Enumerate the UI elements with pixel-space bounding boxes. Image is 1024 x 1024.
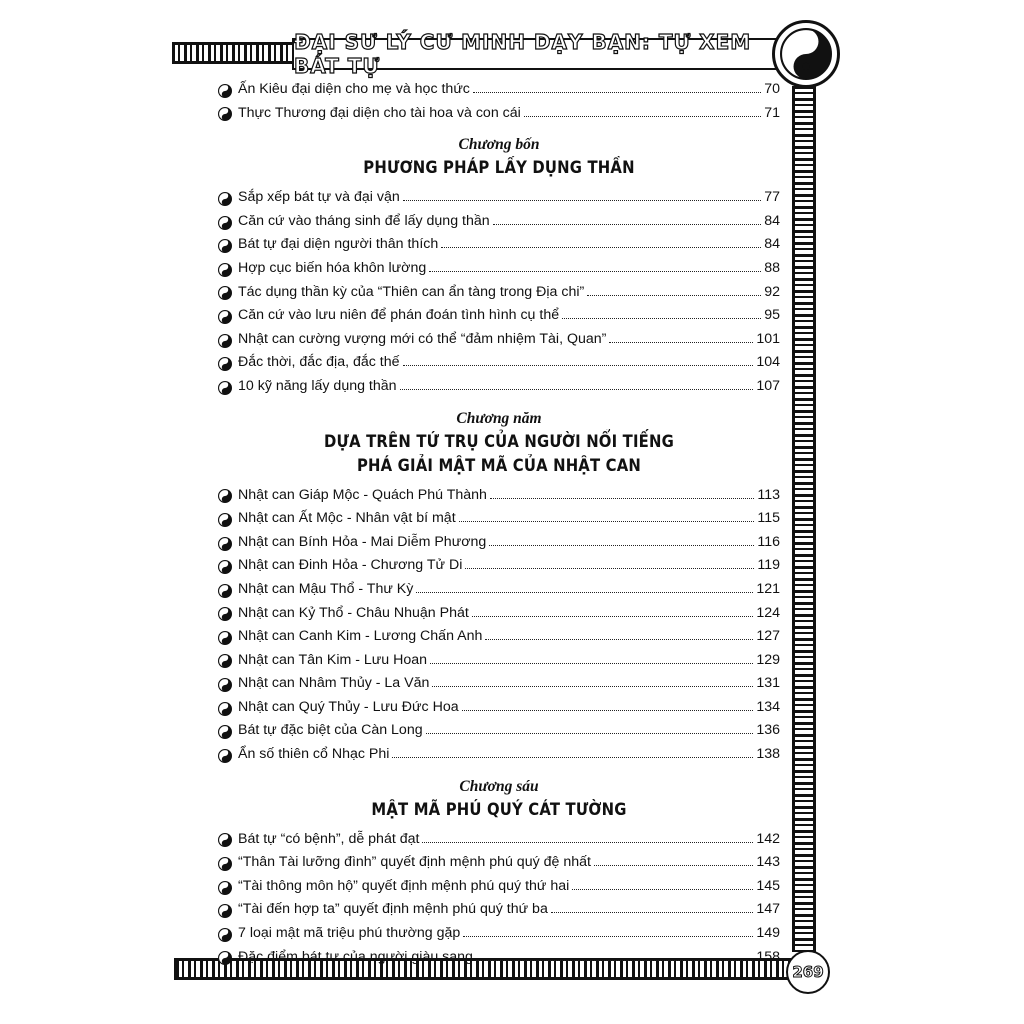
leader-dots	[416, 592, 753, 593]
toc-entry-page: 84	[764, 236, 780, 253]
toc-entry-page: 136	[756, 722, 780, 739]
toc-entry-title: Nhật can Đinh Hỏa - Chương Tử Di	[238, 557, 463, 574]
yin-yang-icon	[218, 653, 232, 667]
toc-entry	[218, 719, 780, 743]
toc-entry-page: 142	[756, 830, 780, 847]
toc-entry-page: 88	[764, 259, 780, 276]
toc-entry-page: 145	[756, 877, 780, 894]
leader-dots	[493, 224, 762, 225]
yin-yang-icon	[218, 380, 232, 394]
toc-entry-title: Ấn Kiêu đại diện cho mẹ và học thức	[238, 81, 470, 97]
leader-dots	[400, 389, 754, 390]
yin-yang-icon	[218, 83, 232, 97]
toc-entry-title: Nhật can Quý Thủy - Lưu Đức Hoa	[238, 698, 459, 715]
toc-entry-title: Ẩn số thiên cổ Nhạc Phi	[238, 746, 390, 763]
leader-dots	[429, 271, 761, 272]
leader-dots	[463, 936, 753, 937]
yin-yang-icon	[218, 333, 232, 347]
header-title: ĐẠI SƯ LÝ CƯ MINH DẠY BẠN: TỰ XEM BÁT TỰ	[294, 30, 752, 78]
leader-dots	[462, 710, 754, 711]
toc-entry-page: 116	[757, 533, 780, 550]
toc-entry-title: Căn cứ vào tháng sinh để lấy dụng thần	[238, 212, 490, 229]
toc-entry-title: Nhật can Bính Hỏa - Mai Diễm Phương	[238, 533, 487, 550]
toc-entry-title: Nhật can Tân Kim - Lưu Hoan	[238, 651, 428, 668]
yin-yang-icon	[218, 536, 232, 550]
toc-entry-page: 158	[756, 948, 780, 965]
yin-yang-icon	[218, 356, 232, 370]
toc-entry	[218, 78, 780, 102]
toc-entry-page: 121	[756, 580, 780, 597]
toc-entry-title: Bát tự “có bệnh”, dễ phát đạt	[238, 830, 420, 847]
leader-dots	[432, 686, 753, 687]
yin-yang-icon	[218, 880, 232, 894]
toc-entry-page: 119	[757, 557, 780, 574]
toc-entry-page: 84	[764, 212, 780, 229]
toc-entry	[218, 507, 780, 531]
leader-dots	[426, 733, 754, 734]
yin-yang-icon	[218, 262, 232, 276]
chapter-heading	[218, 408, 780, 484]
toc-entry-page: 143	[756, 854, 780, 871]
toc-entry	[218, 828, 780, 852]
leader-dots	[392, 757, 753, 758]
leader-dots	[572, 889, 753, 890]
chapter-heading	[218, 134, 780, 186]
toc-entry-title: Bát tự đại diện người thân thích	[238, 236, 439, 253]
toc-entry	[218, 625, 780, 649]
yin-yang-icon	[218, 488, 232, 502]
toc-entry	[218, 484, 780, 508]
toc-entry-title: “Tài thông môn hộ” quyết định mệnh phú quý thứ hai	[238, 877, 570, 894]
toc-entry-page: 149	[756, 925, 780, 942]
leader-dots	[490, 498, 754, 499]
toc-entry-title: Đặc điểm bát tự của người giàu sang	[238, 948, 473, 965]
toc-entry	[218, 328, 780, 352]
yin-yang-icon	[218, 559, 232, 573]
toc-entry-title: Hợp cục biến hóa khôn lường	[238, 259, 427, 276]
yin-yang-icon	[218, 106, 232, 120]
toc-entry-page: 129	[756, 651, 780, 668]
yin-yang-icon	[218, 832, 232, 846]
leader-dots	[459, 521, 755, 522]
toc-entry-page: 70	[764, 81, 780, 97]
toc-entry	[218, 375, 780, 399]
toc-entry	[218, 696, 780, 720]
yin-yang-icon	[218, 215, 232, 229]
toc-entry-title: Đắc thời, đắc địa, đắc thế	[238, 354, 400, 371]
toc-entry-title: Nhật can Canh Kim - Lương Chấn Anh	[238, 628, 483, 645]
leader-dots	[524, 116, 761, 117]
leader-dots	[465, 568, 754, 569]
right-ornamental-border	[792, 86, 816, 952]
leader-dots	[473, 92, 761, 93]
yin-yang-icon	[218, 950, 232, 964]
toc-entry-title: Sắp xếp bát tự và đại vận	[238, 189, 400, 206]
yin-yang-icon	[218, 512, 232, 526]
toc-entry	[218, 304, 780, 328]
chapter-title: PHÁ GIẢI MẬT MÃ CỦA NHẬT CAN	[356, 455, 642, 475]
toc-entry-title: Tác dụng thần kỳ của “Thiên can ẩn tàng trong Địa chi”	[238, 283, 585, 300]
toc-entry-page: 71	[764, 104, 780, 121]
toc-entry	[218, 102, 780, 126]
toc-entry	[218, 186, 780, 210]
toc-entry-title: 10 kỹ năng lấy dụng thần	[238, 377, 397, 394]
toc-entry-page: 104	[756, 354, 780, 371]
toc-entry	[218, 602, 780, 626]
leader-dots	[472, 616, 754, 617]
table-of-contents	[218, 78, 780, 969]
toc-entry-page: 131	[756, 675, 780, 692]
toc-entry-title: Bát tự đặc biệt của Càn Long	[238, 722, 423, 739]
toc-entry-page: 124	[756, 604, 780, 621]
toc-entry-page: 147	[756, 901, 780, 918]
yin-yang-icon	[218, 309, 232, 323]
yin-yang-icon	[218, 701, 232, 715]
toc-entry-page: 107	[756, 377, 780, 394]
toc-entry	[218, 649, 780, 673]
yin-yang-icon	[218, 606, 232, 620]
leader-dots	[562, 318, 761, 319]
leader-dots	[476, 960, 753, 961]
toc-entry	[218, 851, 780, 875]
leader-dots	[587, 295, 761, 296]
chapter-title: MẬT MÃ PHÚ QUÝ CÁT TƯỜNG	[371, 799, 627, 819]
toc-entry-title: “Thân Tài lưỡng đình” quyết định mệnh phú quý đệ nhất	[238, 854, 591, 871]
chapter-title: PHƯƠNG PHÁP LẤY DỤNG THẦN	[363, 158, 635, 178]
yin-yang-icon	[218, 630, 232, 644]
yin-yang-icon	[218, 903, 232, 917]
yin-yang-icon	[218, 724, 232, 738]
yin-yang-icon	[218, 191, 232, 205]
chapter-heading	[218, 776, 780, 828]
toc-entry	[218, 233, 780, 257]
toc-entry-title: “Tài đến hợp ta” quyết định mệnh phú quý thứ ba	[238, 901, 548, 918]
toc-entry-page: 77	[764, 189, 780, 206]
toc-entry-title: Nhật can Mậu Thổ - Thư Kỳ	[238, 580, 414, 597]
toc-entry	[218, 531, 780, 555]
toc-entry	[218, 351, 780, 375]
chapter-label: Chương năm	[456, 409, 542, 427]
toc-entry-page: 113	[757, 486, 780, 503]
toc-entry-title: Căn cứ vào lưu niên để phán đoán tình hình cụ thể	[238, 307, 560, 324]
leader-dots	[430, 663, 753, 664]
toc-entry-page: 95	[764, 307, 780, 324]
leader-dots	[551, 912, 753, 913]
page-number-badge	[786, 950, 830, 994]
toc-entry	[218, 578, 780, 602]
page-number: 269	[792, 963, 824, 981]
running-header	[292, 30, 784, 78]
toc-entry-page: 134	[756, 698, 780, 715]
toc-entry	[218, 281, 780, 305]
toc-entry-title: 7 loại mật mã triệu phú thường gặp	[238, 925, 461, 942]
chapter-label: Chương bốn	[458, 136, 540, 154]
toc-entry-page: 138	[756, 746, 780, 763]
toc-entry	[218, 922, 780, 946]
toc-entry	[218, 210, 780, 234]
yin-yang-icon	[218, 748, 232, 762]
leader-dots	[403, 200, 761, 201]
toc-entry-title: Nhật can cường vượng mới có thể “đảm nhiệm Tài, Quan”	[238, 330, 607, 347]
leader-dots	[489, 545, 754, 546]
toc-entry	[218, 898, 780, 922]
yin-yang-icon	[218, 583, 232, 597]
toc-entry	[218, 946, 780, 970]
toc-entry-title: Thực Thương đại diện cho tài hoa và con cái	[238, 104, 521, 121]
toc-entry-page: 101	[756, 330, 780, 347]
toc-entry-page: 115	[757, 510, 780, 527]
toc-entry-title: Nhật can Kỷ Thổ - Châu Nhuận Phát	[238, 604, 469, 621]
leader-dots	[609, 342, 753, 343]
toc-entry	[218, 257, 780, 281]
toc-entry-title: Nhật can Giáp Mộc - Quách Phú Thành	[238, 486, 487, 503]
toc-entry-title: Nhật can Ất Mộc - Nhân vật bí mật	[238, 510, 456, 527]
toc-entry-page: 127	[756, 628, 780, 645]
leader-dots	[422, 842, 753, 843]
toc-entry-page: 92	[764, 283, 780, 300]
leader-dots	[485, 639, 753, 640]
toc-entry	[218, 743, 780, 767]
yin-yang-icon	[218, 238, 232, 252]
toc-entry	[218, 672, 780, 696]
leader-dots	[441, 247, 761, 248]
yin-yang-icon	[218, 285, 232, 299]
yin-yang-icon	[218, 677, 232, 691]
yin-yang-icon	[218, 856, 232, 870]
toc-entry	[218, 554, 780, 578]
toc-entry-title: Nhật can Nhâm Thủy - La Văn	[238, 675, 430, 692]
yin-yang-icon	[218, 927, 232, 941]
chapter-title: DỰA TRÊN TỨ TRỤ CỦA NGƯỜI NỔI TIẾNG	[324, 431, 674, 451]
leader-dots	[594, 865, 753, 866]
toc-entry	[218, 875, 780, 899]
yin-yang-icon	[772, 20, 840, 88]
chapter-label: Chương sáu	[459, 777, 539, 795]
leader-dots	[403, 365, 754, 366]
